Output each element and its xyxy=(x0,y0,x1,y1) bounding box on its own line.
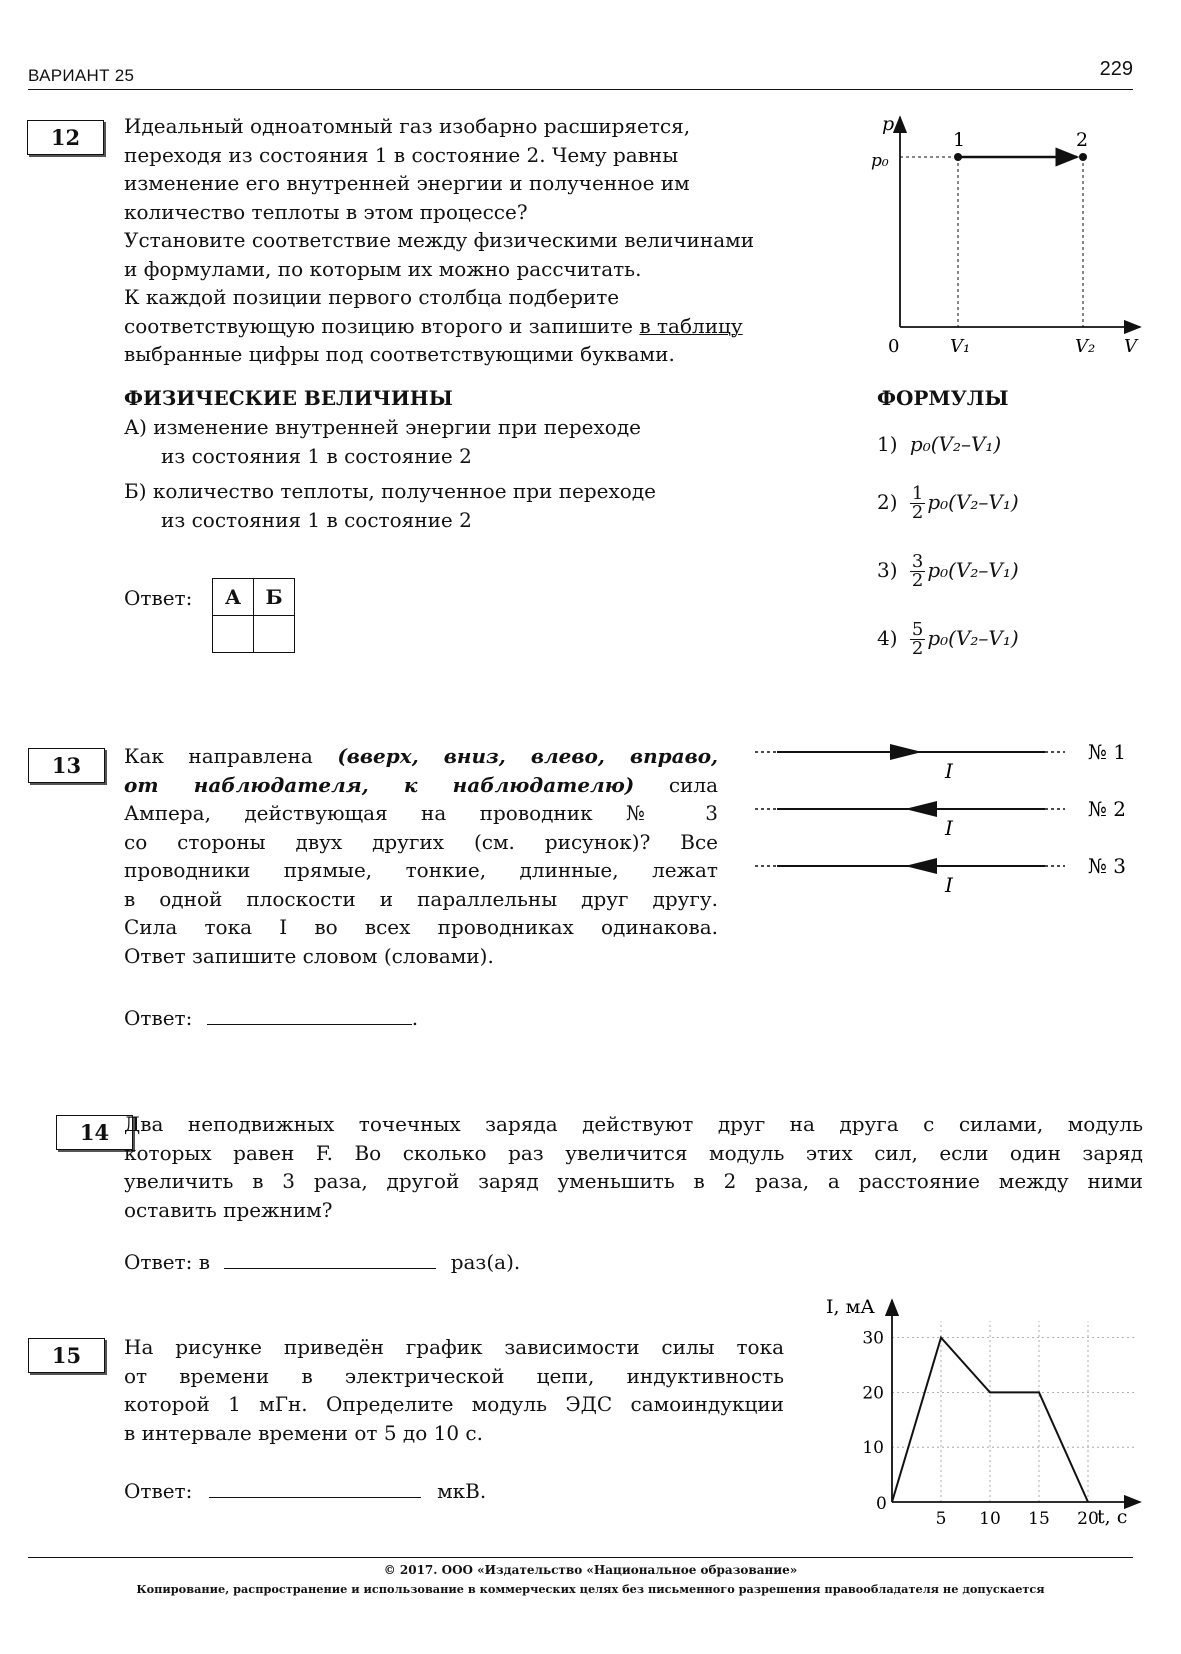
point-2-label: 2 xyxy=(1076,129,1089,151)
q15-answer-field[interactable] xyxy=(209,1477,421,1498)
q13-line-2-end: сила xyxy=(668,772,719,797)
answer-header-a: А xyxy=(213,579,254,616)
chart-origin-label: 0 xyxy=(876,1494,887,1514)
q14-answer-field[interactable] xyxy=(224,1248,436,1269)
item-a-line-2: из состояния 1 в состояние 2 xyxy=(161,443,472,468)
header-rule xyxy=(28,89,1133,90)
y-tick-label: 20 xyxy=(862,1383,884,1404)
q13-line: Сила тока I во всех проводниках одинакова. xyxy=(124,915,718,939)
current-series-line xyxy=(892,1338,1088,1502)
formula-3 xyxy=(877,553,1019,590)
q13-line: Ампера, действующая на проводник № 3 xyxy=(124,801,718,825)
q12-answer-table xyxy=(212,578,295,653)
q15-current-chart xyxy=(818,1288,1148,1528)
q13-answer-field[interactable] xyxy=(207,1004,412,1025)
q12-line: Установите соответствие между физическими величинами xyxy=(124,228,755,252)
q14-line: Два неподвижных точечных заряда действуют друг на друга с силами, модуль xyxy=(124,1112,1143,1136)
formula-4 xyxy=(877,621,1019,658)
formula-expression: p₀(V₂–V₁) xyxy=(927,490,1019,514)
formula-2 xyxy=(877,485,1019,522)
q13-directions-2: от наблюдателя, к наблюдателю) xyxy=(124,772,635,797)
q13-wires-diagram xyxy=(755,740,1155,915)
x-tick-label: 20 xyxy=(1077,1509,1099,1528)
state-1-point xyxy=(954,153,962,161)
coef-numerator: 5 xyxy=(911,619,924,640)
question-number-12: 12 xyxy=(27,120,104,155)
q12-line: переходя из состояния 1 в состояние 2. Чему равны xyxy=(124,142,679,167)
wire-2-label: № 2 xyxy=(1088,797,1127,821)
p-axis-label: p xyxy=(882,113,895,135)
q15-line: от времени в электрической цепи, индуктивность xyxy=(124,1363,784,1388)
footer-rule xyxy=(28,1557,1133,1558)
q13-line: в одной плоскости и параллельны друг другу. xyxy=(124,886,718,911)
point-1-label: 1 xyxy=(953,129,966,151)
formulas-heading: ФОРМУЛЫ xyxy=(877,386,1009,410)
formula-expression: p₀(V₂–V₁) xyxy=(927,558,1019,582)
wire-1-label: № 1 xyxy=(1088,740,1127,764)
item-b-line-2: из состояния 1 в состояние 2 xyxy=(161,507,472,532)
v1-label: V₁ xyxy=(950,336,971,357)
q15-answer xyxy=(124,1477,486,1503)
formula-expression: p₀(V₂–V₁) xyxy=(927,626,1019,650)
q15-line: На рисунке приведён график зависимости силы тока xyxy=(124,1335,784,1359)
x-tick-label: 5 xyxy=(935,1509,947,1528)
q15-answer-label: Ответ: xyxy=(124,1479,193,1503)
q13-line: Ответ запишите словом (словами). xyxy=(124,943,494,968)
v-axis-label: V xyxy=(1124,336,1137,357)
y-tick-label: 10 xyxy=(862,1438,884,1459)
q12-line: и формулами, по которым их можно рассчитать. xyxy=(124,256,642,281)
answer-cell-b[interactable] xyxy=(254,616,295,653)
q12-line: количество теплоты в этом процессе? xyxy=(124,199,528,224)
page-number: 229 xyxy=(1099,58,1133,80)
v2-label: V₂ xyxy=(1075,336,1096,357)
quantities-heading: ФИЗИЧЕСКИЕ ВЕЛИЧИНЫ xyxy=(124,386,453,410)
item-b xyxy=(124,477,744,534)
q13-answer: Ответ: . xyxy=(124,1006,419,1030)
chart-ticks xyxy=(862,1329,1098,1528)
q14-line: оставить прежним? xyxy=(124,1197,333,1222)
wire-3-current-label: I xyxy=(945,873,953,897)
formula-coefficient xyxy=(910,553,925,590)
q14-answer-suffix: раз(а). xyxy=(450,1250,521,1274)
q12-text xyxy=(124,112,834,369)
q13-answer-label: Ответ: xyxy=(124,1006,193,1030)
q14-line: которых равен F. Во сколько раз увеличится модуль этих сил, если один заряд xyxy=(124,1140,1143,1165)
q13-line: проводники прямые, тонкие, длинные, лежат xyxy=(124,858,718,882)
q15-line: которой 1 мГн. Определите модуль ЭДС самоиндукции xyxy=(124,1392,784,1416)
formula-coefficient xyxy=(910,621,925,658)
q12-line xyxy=(124,312,834,341)
q12-line: Идеальный одноатомный газ изобарно расширяется, xyxy=(124,114,691,138)
coef-denominator: 2 xyxy=(911,502,924,523)
variant-title: ВАРИАНТ 25 xyxy=(28,66,135,85)
coef-numerator: 3 xyxy=(911,551,924,572)
item-a-line-1: А) изменение внутренней энергии при переходе xyxy=(124,415,641,439)
formula-number: 2) xyxy=(877,490,898,514)
q12-line-9: соответствующую позицию второго и запишите xyxy=(124,313,634,338)
formula-number: 3) xyxy=(877,558,898,582)
wire-3-label: № 3 xyxy=(1088,854,1127,878)
answer-cell-a[interactable] xyxy=(213,616,254,653)
y-tick-label: 30 xyxy=(862,1328,884,1349)
q14-line: увеличить в 3 раза, другой заряд уменьшить в 2 раза, а расстояние между ними xyxy=(124,1169,1143,1193)
q12-answer-label: Ответ: xyxy=(124,586,193,610)
item-b-line-1: Б) количество теплоты, полученное при переходе xyxy=(124,479,656,503)
q15-line: в интервале времени от 5 до 10 с. xyxy=(124,1420,483,1445)
question-number-13: 13 xyxy=(28,748,105,783)
wire-1-current-label: I xyxy=(945,759,953,783)
coef-denominator: 2 xyxy=(911,638,924,659)
formula-1 xyxy=(877,430,1001,458)
q13-line xyxy=(124,771,718,800)
q13-text xyxy=(124,742,718,970)
q15-answer-unit: мкВ. xyxy=(437,1479,487,1503)
p0-label: p₀ xyxy=(871,151,889,171)
formula-number: 1) xyxy=(877,432,898,456)
formula-expression: p₀(V₂–V₁) xyxy=(909,432,1002,456)
q13-line xyxy=(124,742,718,771)
x-tick-label: 10 xyxy=(979,1509,1001,1528)
item-a xyxy=(124,413,744,470)
y-axis-label: I, мА xyxy=(826,1296,875,1318)
q14-answer-label: Ответ: в xyxy=(124,1250,210,1274)
coef-denominator: 2 xyxy=(911,570,924,591)
footer-notice: Копирование, распространение и использование в коммерческих целях без письменного разрешения правообладателя не допускается xyxy=(136,1582,1045,1596)
q14-answer xyxy=(124,1248,520,1274)
x-axis-label: t, c xyxy=(1097,1506,1128,1528)
q12-line: выбранные цифры под соответствующими буквами. xyxy=(124,342,675,366)
q15-text xyxy=(124,1333,784,1447)
wire-2-current-label: I xyxy=(945,816,953,840)
footer-copyright: © 2017. ООО «Издательство «Национальное образование» xyxy=(383,1563,798,1577)
q12-pv-graph xyxy=(868,112,1158,362)
chart-grid xyxy=(892,1321,1135,1502)
table-link-text: в таблицу xyxy=(639,313,743,338)
coef-numerator: 1 xyxy=(911,483,924,504)
x-tick-label: 15 xyxy=(1028,1509,1050,1528)
formula-number: 4) xyxy=(877,626,898,650)
state-2-point xyxy=(1079,153,1087,161)
q13-line-1-start: Как направлена xyxy=(124,744,313,768)
answer-header-b: Б xyxy=(254,579,295,616)
question-number-14: 14 xyxy=(56,1115,133,1150)
q12-line: К каждой позиции первого столбца подберите xyxy=(124,285,620,309)
origin-label: 0 xyxy=(888,336,900,357)
q13-line: со стороны двух других (см. рисунок)? Все xyxy=(124,829,718,854)
question-number-15: 15 xyxy=(28,1338,105,1373)
q14-text xyxy=(124,1110,1143,1224)
formula-coefficient xyxy=(910,485,925,522)
q13-directions-1: (вверх, вниз, влево, вправо, xyxy=(337,744,719,768)
q12-line: изменение его внутренней энергии и полученное им xyxy=(124,171,690,195)
